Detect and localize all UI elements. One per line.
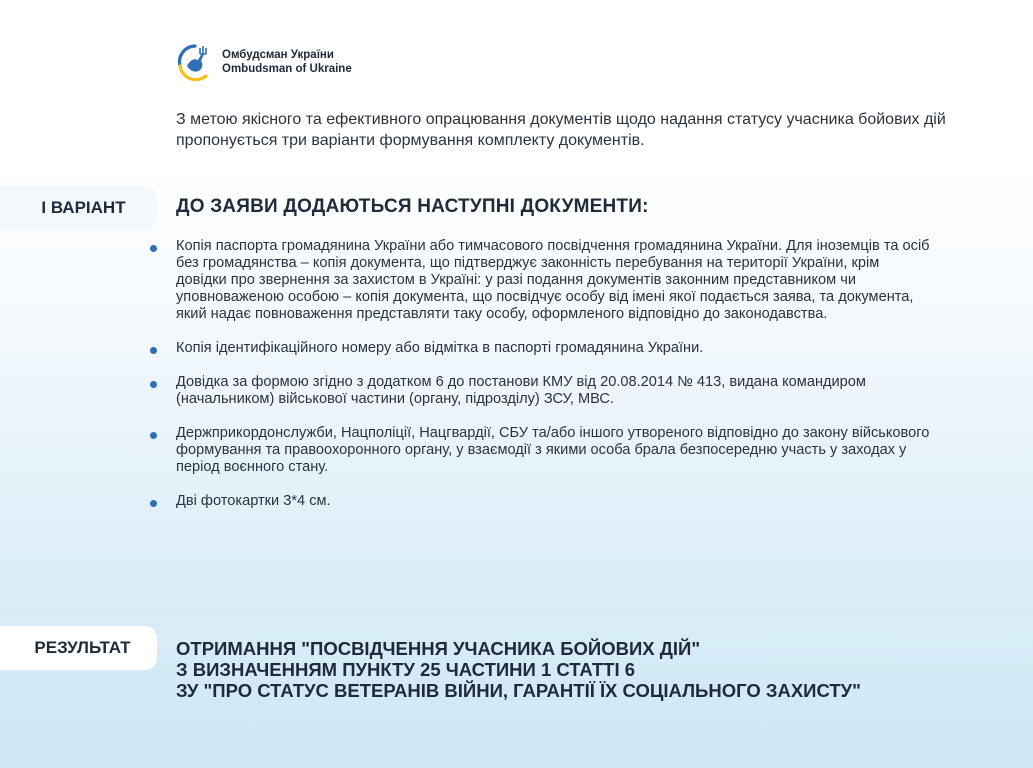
document-item-agencies: Держприкордонслужби, Нацполіції, Нацгвардії, СБУ та/або іншого утвореного відповідно до закону військового формування та правоохоронного органу, у взаємодії з якими особа брала безпосередню участь у заходах у період воєнного стану. [150,425,930,476]
result-text [176,638,996,701]
result-line: ОТРИМАННЯ "ПОСВІДЧЕННЯ УЧАСНИКА БОЙОВИХ ДІЙ" [176,638,701,659]
document-item-tax-id: Копія ідентифікаційного номеру або відмітка в паспорті громадянина України. [150,340,930,357]
logo-text-en: Ombudsman of Ukraine [222,63,352,75]
result-line: ЗУ "ПРО СТАТУС ВЕТЕРАНІВ ВІЙНИ, ГАРАНТІЇ ЇХ СОЦІАЛЬНОГО ЗАХИСТУ" [176,680,861,701]
result-tab: РЕЗУЛЬТАТ [0,626,157,670]
documents-list [150,238,930,527]
document-item-photos: Дві фотокартки 3*4 см. [150,493,930,510]
ombudsman-logo [176,42,352,82]
logo-text [222,48,352,76]
logo-text-ua: Омбудсман України [222,49,334,61]
document-item-certificate: Довідка за формою згідно з додатком 6 до постанови КМУ від 20.08.2014 № 413, видана командиром (начальником) військової частини (органу, підрозділу) ЗСУ, МВС. [150,374,930,408]
ombudsman-emblem-icon [176,42,214,82]
result-line: З ВИЗНАЧЕННЯМ ПУНКТУ 25 ЧАСТИНИ 1 СТАТТІ 6 [176,659,636,680]
variant-tab: І ВАРІАНТ [0,186,157,230]
document-item-passport: Копія паспорта громадянина України або тимчасового посвідчення громадянина України. Для іноземців та осіб без громадянства – копія документа, що підтверджує законність перебування на території України, крім довідки про звернення за захистом в Україні: у разі подання документів законним представником чи уповноваженою особою – копія документа, що посвідчує особу від імені якої подається заява, та документа, який надає повноваження представляти таку особу, оформленого відповідно до законодавства. [150,238,930,323]
documents-heading: ДО ЗАЯВИ ДОДАЮТЬСЯ НАСТУПНІ ДОКУМЕНТИ: [176,196,649,217]
intro-paragraph: З метою якісного та ефективного опрацювання документів щодо надання статусу учасника бойових дій пропонується три варіанти формування комплекту документів. [176,111,946,149]
